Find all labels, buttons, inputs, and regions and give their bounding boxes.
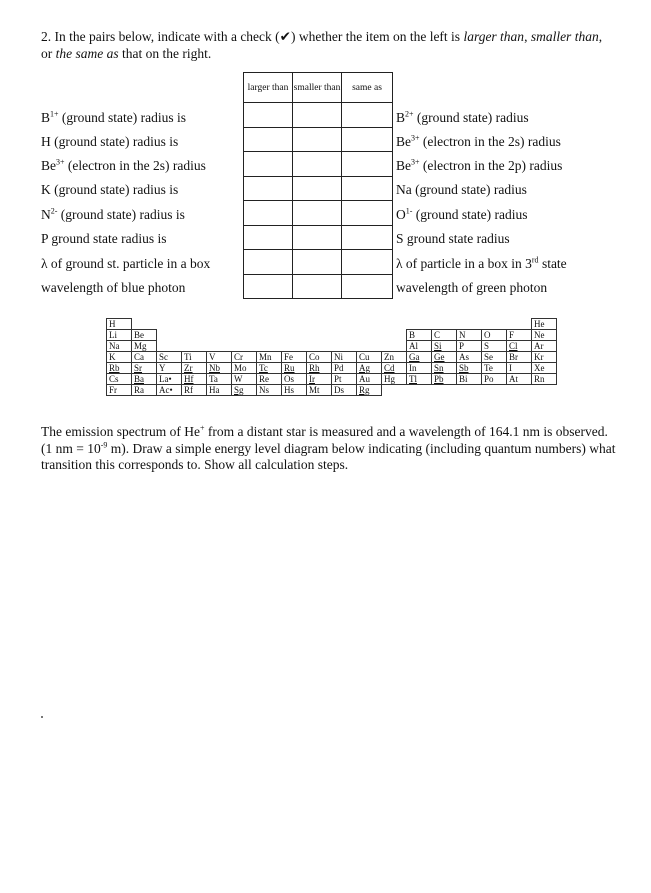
empty-cell [532,385,557,396]
empty-cell [207,330,232,341]
answer-cell-same[interactable] [342,250,393,275]
element-cell: Sr [132,363,157,374]
empty-cell [407,319,432,330]
empty-cell [507,385,532,396]
period-row [107,363,557,374]
empty-cell [307,330,332,341]
empty-cell [457,385,482,396]
element-cell: Cs [107,374,132,385]
element-cell: Cu [357,352,382,363]
period-row [107,341,557,352]
empty-cell [257,319,282,330]
empty-cell [457,319,482,330]
empty-cell [382,385,407,396]
left-item-label: P ground state radius is [41,231,167,246]
answer-cell-same[interactable] [342,127,393,152]
element-cell: Ns [257,385,282,396]
element-cell: Ba [132,374,157,385]
element-cell: Rn [532,374,557,385]
element-cell: Ar [532,341,557,352]
answer-cell-same[interactable] [342,152,393,177]
question-number: 2. [41,29,52,44]
empty-cell [382,341,407,352]
element-cell: P [457,341,482,352]
answer-row [244,127,393,152]
element-cell: Sn [432,363,457,374]
column-header-smaller: smaller than [293,73,342,103]
element-cell: Br [507,352,532,363]
answer-cell-same[interactable] [342,225,393,250]
answer-cell-larger[interactable] [244,250,293,275]
empty-cell [357,341,382,352]
column-header-larger: larger than [244,73,293,103]
element-cell: Ir [307,374,332,385]
element-cell: Fe [282,352,307,363]
element-cell: Be [132,330,157,341]
answer-cell-smaller[interactable] [293,127,342,152]
element-cell: Ag [357,363,382,374]
element-cell: Al [407,341,432,352]
answer-cell-larger[interactable] [244,176,293,201]
empty-cell [182,319,207,330]
empty-cell [207,319,232,330]
answer-cell-larger[interactable] [244,127,293,152]
empty-cell [332,319,357,330]
element-cell: K [107,352,132,363]
right-item-label: $Be^{3+}$ (electron in the 2p) radius [396,157,563,173]
element-cell: Ni [332,352,357,363]
element-cell: Ga [407,352,432,363]
empty-cell [282,341,307,352]
empty-cell [157,319,182,330]
element-cell: W [232,374,257,385]
period-row [107,330,557,341]
element-cell: Se [482,352,507,363]
element-cell: Ca [132,352,157,363]
empty-cell [282,319,307,330]
stray-mark [41,716,43,718]
element-cell: Pt [332,374,357,385]
answer-cell-same[interactable] [342,274,393,299]
element-cell: Hg [382,374,407,385]
element-cell: Pb [432,374,457,385]
empty-cell [507,319,532,330]
element-cell: Zr [182,363,207,374]
answer-row [244,201,393,226]
element-cell: Re [257,374,282,385]
element-cell: Ac• [157,385,182,396]
element-cell: Hs [282,385,307,396]
element-cell: Mg [132,341,157,352]
left-item-label: wavelength of blue photon [41,280,186,295]
element-cell: Nb [207,363,232,374]
element-cell: As [457,352,482,363]
element-cell: Tc [257,363,282,374]
element-cell: Sc [157,352,182,363]
right-item-label: $B^{2+}$ (ground state) radius [396,109,529,125]
element-cell: O [482,330,507,341]
right-item-label: S ground state radius [396,231,510,246]
element-cell: V [207,352,232,363]
empty-cell [232,330,257,341]
answer-row [244,103,393,128]
element-cell: Cd [382,363,407,374]
answer-cell-larger[interactable] [244,225,293,250]
element-cell: Y [157,363,182,374]
element-cell: Po [482,374,507,385]
empty-cell [257,330,282,341]
empty-cell [182,341,207,352]
element-cell: Cr [232,352,257,363]
element-cell: Si [432,341,457,352]
answer-cell-larger[interactable] [244,152,293,177]
empty-cell [382,330,407,341]
element-cell: Na [107,341,132,352]
left-item-label: $B^{1+}$ (ground state) radius is [41,109,187,125]
element-cell: Ti [182,352,207,363]
element-cell: In [407,363,432,374]
element-cell: At [507,374,532,385]
right-item-label: wavelength of green photon [396,280,548,295]
element-cell: Ge [432,352,457,363]
right-item-label: $O^{1-}$ (ground state) radius [396,206,528,222]
period-row [107,319,557,330]
element-cell: S [482,341,507,352]
answer-cell-smaller[interactable] [293,201,342,226]
column-header-same: same as [342,73,393,103]
empty-cell [482,385,507,396]
empty-cell [232,341,257,352]
element-cell: Rb [107,363,132,374]
right-item-label: $Be^{3+}$ (electron in the 2s) radius [396,133,561,149]
element-cell: Au [357,374,382,385]
empty-cell [407,385,432,396]
empty-cell [307,341,332,352]
element-cell: Ta [207,374,232,385]
element-cell: Sb [457,363,482,374]
empty-cell [207,341,232,352]
element-cell: C [432,330,457,341]
element-cell: I [507,363,532,374]
empty-cell [482,319,507,330]
element-cell: La• [157,374,182,385]
element-cell: Pd [332,363,357,374]
answer-row [244,176,393,201]
element-cell: Li [107,330,132,341]
question-2-prompt: 2. In the pairs below, indicate with a check (✔) whether the item on the left is larger than, smaller than, or the same as that on the right. [41,29,603,61]
period-row [107,352,557,363]
empty-cell [157,341,182,352]
element-cell: Bi [457,374,482,385]
element-cell: Ne [532,330,557,341]
comparison-answer-grid [243,72,393,299]
element-cell: Hf [182,374,207,385]
left-item-label: $Be^{3+}$ (electron in the 2s) radius [41,157,206,173]
answer-cell-smaller[interactable] [293,225,342,250]
answer-cell-same[interactable] [342,103,393,128]
element-cell: Mo [232,363,257,374]
answer-row [244,250,393,275]
empty-cell [257,341,282,352]
element-cell: Mn [257,352,282,363]
empty-cell [282,330,307,341]
element-cell: Ha [207,385,232,396]
empty-cell [307,319,332,330]
emission-question: The emission spectrum of He+ from a distant star is measured and a wavelength of 164.1 nm is observed. (1 nm = $10^{-9}$ m). Draw a simple energy level diagram below indicating (including quantum numbers) what transition this corresponds to. Show all calculation steps. [41,423,616,472]
empty-cell [157,330,182,341]
element-cell: Cl [507,341,532,352]
element-cell: Tl [407,374,432,385]
element-cell: Ru [282,363,307,374]
element-cell: B [407,330,432,341]
element-cell: F [507,330,532,341]
empty-cell [332,330,357,341]
empty-cell [382,319,407,330]
element-cell: Te [482,363,507,374]
element-cell: Xe [532,363,557,374]
element-cell: Zn [382,352,407,363]
answer-cell-smaller[interactable] [293,103,342,128]
empty-cell [182,330,207,341]
element-cell: Fr [107,385,132,396]
element-cell: N [457,330,482,341]
left-item-label: H (ground state) radius is [41,134,179,149]
empty-cell [232,319,257,330]
answer-row [244,225,393,250]
empty-cell [357,319,382,330]
element-cell: Rh [307,363,332,374]
answer-cell-smaller[interactable] [293,250,342,275]
period-row [107,374,557,385]
answer-cell-smaller[interactable] [293,152,342,177]
element-cell: Rg [357,385,382,396]
right-item-label: λ of particle in a box in 3rd state [396,255,567,271]
left-item-label: $N^{2-}$ (ground state) radius is [41,206,185,222]
element-cell: H [107,319,132,330]
answer-cell-smaller[interactable] [293,176,342,201]
element-cell: Kr [532,352,557,363]
element-cell: Os [282,374,307,385]
empty-cell [132,319,157,330]
check-mark-icon: ✔ [279,29,291,44]
element-cell: Ds [332,385,357,396]
answer-row [244,274,393,299]
period-row [107,385,557,396]
empty-cell [432,319,457,330]
empty-cell [432,385,457,396]
left-item-label: λ of ground st. particle in a box [41,256,211,271]
answer-cell-larger[interactable] [244,103,293,128]
left-item-label: K (ground state) radius is [41,182,179,197]
answer-cell-larger[interactable] [244,201,293,226]
answer-cell-larger[interactable] [244,274,293,299]
element-cell: Co [307,352,332,363]
element-cell: Rf [182,385,207,396]
answer-cell-same[interactable] [342,176,393,201]
empty-cell [357,330,382,341]
answer-row [244,152,393,177]
right-item-label: Na (ground state) radius [396,182,527,197]
element-cell: He [532,319,557,330]
empty-cell [332,341,357,352]
element-cell: Mt [307,385,332,396]
element-cell: Ra [132,385,157,396]
periodic-table [106,318,557,396]
element-cell: Sg [232,385,257,396]
answer-cell-smaller[interactable] [293,274,342,299]
answer-cell-same[interactable] [342,201,393,226]
